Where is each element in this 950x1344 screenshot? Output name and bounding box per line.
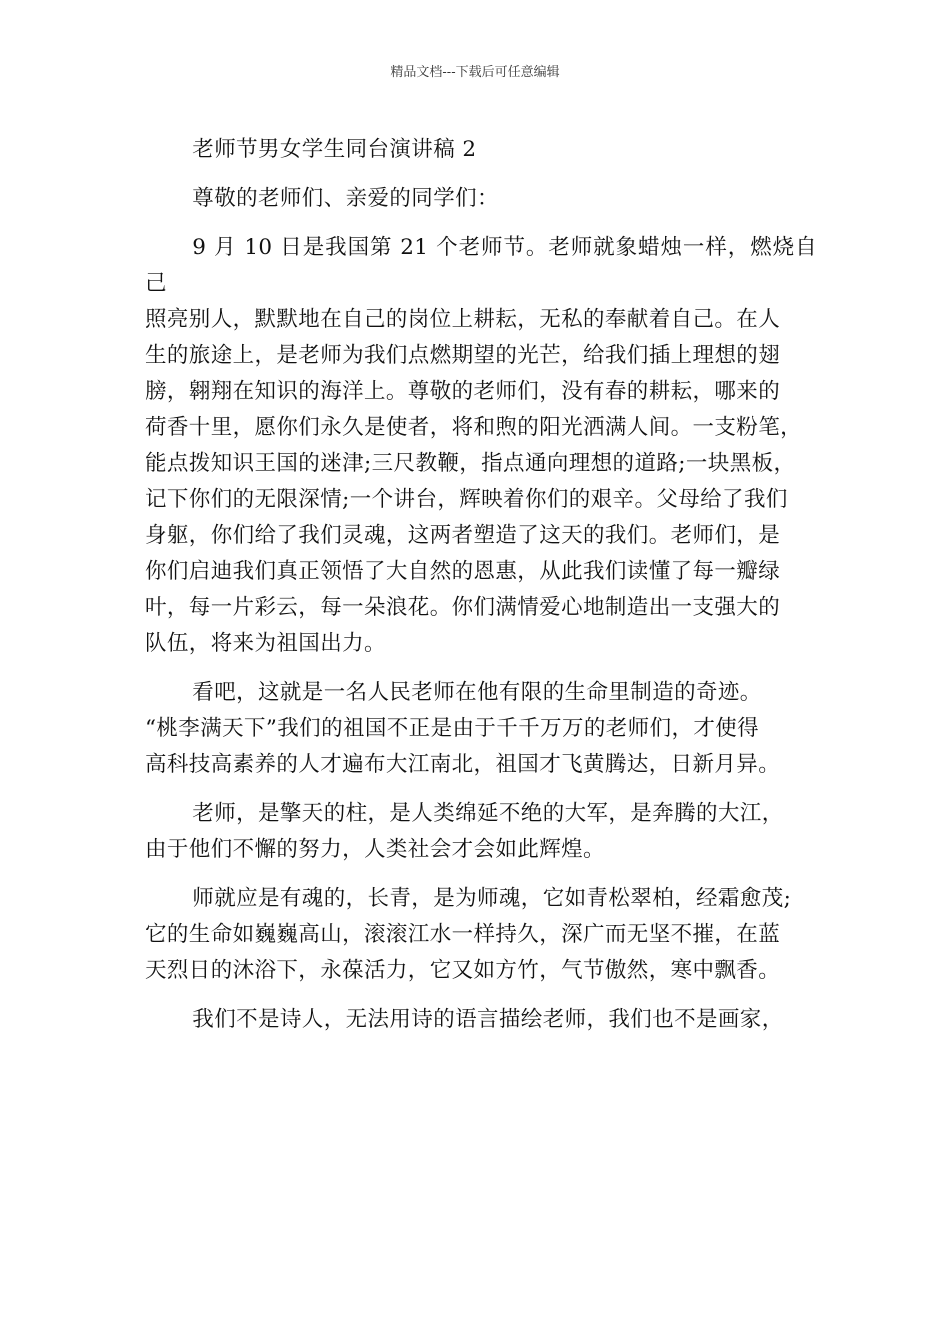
paragraph-teacher-soul: [145, 881, 817, 989]
paragraph-miracle: [145, 675, 817, 783]
paragraph-line: 叶，每一片彩云，每一朵浪花。你们满情爱心地制造出一支强大的: [145, 595, 781, 620]
paragraph-pillar: [145, 796, 817, 868]
paragraph-line: 看吧，这就是一名人民老师在他有限的生命里制造的奇迹。: [192, 680, 762, 705]
paragraph-line: 由于他们不懈的努力，人类社会才会如此辉煌。: [145, 837, 605, 862]
paragraph-line: 队伍，将来为祖国出力。: [145, 631, 386, 656]
paragraph-line: 9 月 10 日是我国第 21 个老师节。老师就象蜡烛一样，燃烧自己: [145, 235, 817, 296]
paragraph-line: 膀，翱翔在知识的海洋上。尊敬的老师们，没有春的耕耘，哪来的: [145, 379, 781, 404]
document-title: 老师节男女学生同台演讲稿 2: [192, 137, 477, 162]
paragraph-teachers-day: [145, 230, 817, 662]
paragraph-line: 天烈日的沐浴下，永葆活力，它又如方竹，气节傲然，寒中飘香。: [145, 958, 781, 983]
paragraph-poet: [145, 1002, 817, 1038]
paragraph-line: 荷香十里，愿你们永久是使者，将和煦的阳光洒满人间。一支粉笔，: [145, 415, 803, 440]
paragraph-line: 记下你们的无限深情;一个讲台，辉映着你们的艰辛。父母给了我们: [145, 487, 788, 512]
paragraph-line: 我们不是诗人，无法用诗的语言描绘老师，我们也不是画家，: [192, 1007, 784, 1032]
paragraph-line: 师就应是有魂的，长青，是为师魂，它如青松翠柏，经霜愈茂;: [192, 886, 792, 911]
paragraph-line: 尊敬的老师们、亲爱的同学们：: [192, 186, 499, 211]
paragraph-line: 你们启迪我们真正领悟了大自然的恩惠，从此我们读懂了每一瓣绿: [145, 559, 781, 584]
paragraph-line: 高科技高素养的人才遍布大江南北，祖国才飞黄腾达，日新月异。: [145, 752, 781, 777]
paragraph-line: 生的旅途上，是老师为我们点燃期望的光芒，给我们插上理想的翅: [145, 343, 781, 368]
page-header: 精品文档---下载后可任意编辑: [390, 65, 560, 80]
paragraph-line: 它的生命如巍巍高山，滚滚江水一样持久，深广而无坚不摧，在蓝: [145, 922, 781, 947]
document-body: [145, 132, 817, 1051]
paragraph-line: 能点拨知识王国的迷津;三尺教鞭，指点通向理想的道路;一块黑板，: [145, 451, 796, 476]
paragraph-line: 身躯，你们给了我们灵魂，这两者塑造了这天的我们。老师们，是: [145, 523, 781, 548]
paragraph-line: 照亮别人，默默地在自己的岗位上耕耘，无私的奉献着自己。在人: [145, 307, 781, 332]
paragraph-line: 老师，是擎天的柱，是人类绵延不绝的大军，是奔腾的大江，: [192, 801, 784, 826]
paragraph-greeting: [145, 181, 817, 217]
paragraph-line: “桃李满天下”我们的祖国不正是由于千千万万的老师们，才使得: [145, 716, 760, 741]
